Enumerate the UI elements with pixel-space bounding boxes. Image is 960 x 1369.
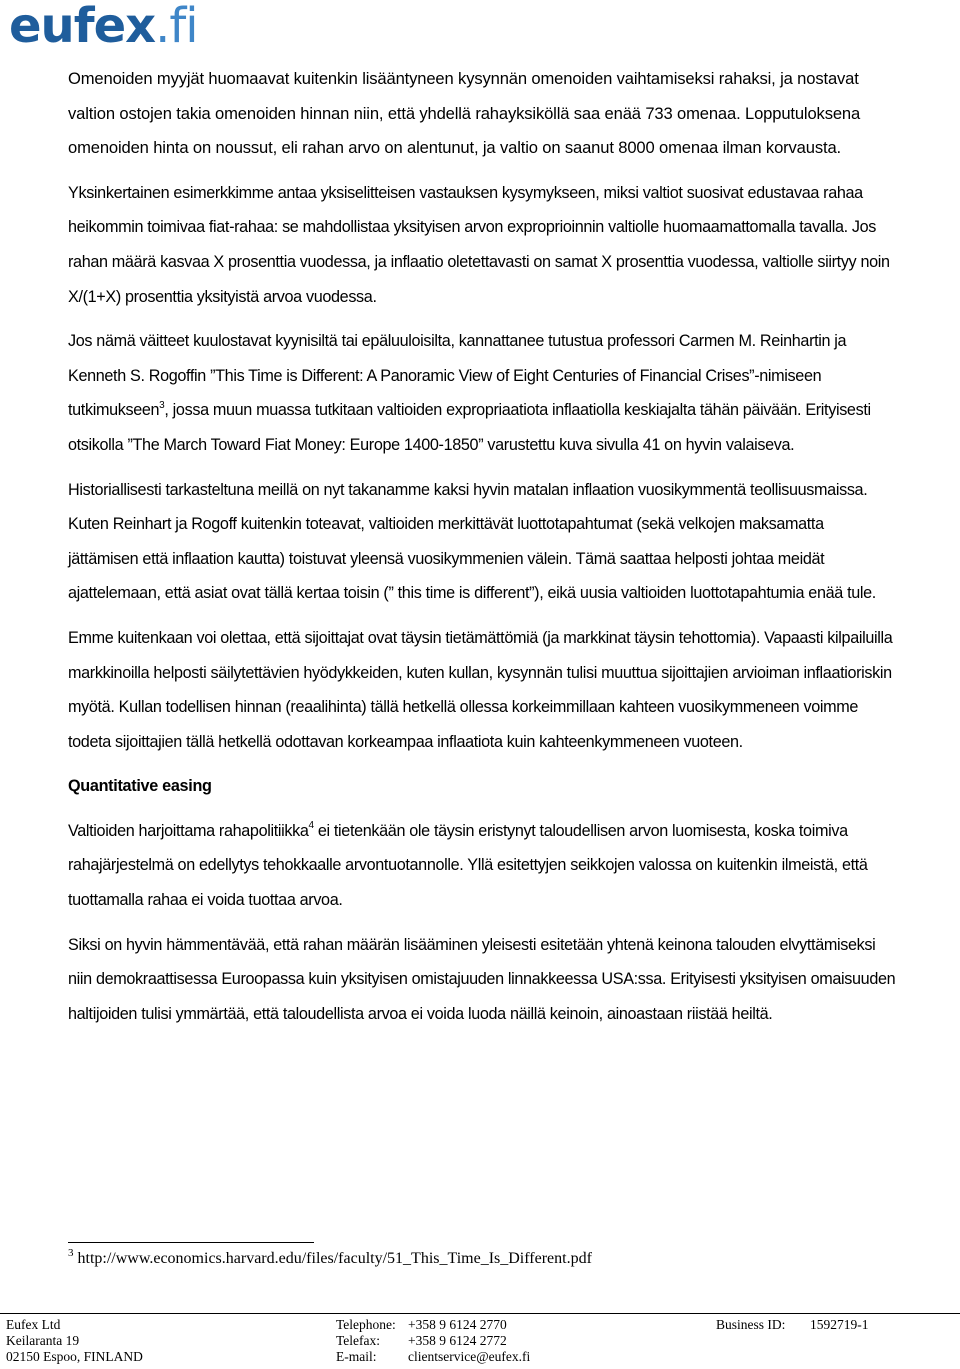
- footer-city: 02150 Espoo, FINLAND: [6, 1349, 143, 1364]
- footer-address: [6, 1317, 143, 1365]
- footnote-link[interactable]: http://www.economics.harvard.edu/files/faculty/51_This_Time_Is_Different.pdf: [77, 1250, 592, 1267]
- footnote-number: 3: [68, 1246, 74, 1259]
- paragraph-6-part-b: ei tietenkään ole täysin eristynyt taloudellisen arvon luomisesta, koska toimiva rahajärjestelmä on edellytys tehokkaalle arvontuotannolle. Yllä esitettyjen seikkojen valossa on kuitenkin ilmeistä, että tuottamalla rahaa ei voida tuottaa arvoa.: [68, 821, 868, 910]
- section-heading: Quantitative easing: [68, 777, 212, 796]
- paragraph-4: Historiallisesti tarkasteltuna meillä on nyt takanamme kaksi hyvin matalan inflaation vuosikymmentä teollisuusmaissa. Kuten Reinhart ja Rogoff kuitenkin toteavat, valtioiden merkittävät luottotapahtumat (sekä velkojen maksamatta jättämisen että inflaation kautta) toistuvat yleensä vuosikymmenien välein. Tämä saattaa helposti johtaa meidät ajattelemaan, että asiat ovat tällä kertaa toisin (” this time is different”), eikä uusia valtioiden luottotapahtumia enää tule.: [68, 480, 876, 603]
- footer-business-id-label: [716, 1317, 785, 1333]
- paragraph-3: [68, 324, 898, 462]
- paragraph-3-part-b: , jossa muun muassa tutkitaan valtioiden expropriaatiota inflaatiolla keskiajalta tähän päivään. Erityisesti otsikolla ”The March Toward Fiat Money: Europe 1400-1850” varustettu kuva sivulla 41 on hyvin valaiseva.: [68, 401, 871, 454]
- footer-divider: [0, 1313, 960, 1314]
- eufex-logo: [9, 0, 198, 52]
- footnote: [68, 1246, 592, 1268]
- paragraph-6: [68, 814, 898, 918]
- footer-telephone-label: Telephone:: [336, 1317, 396, 1332]
- paragraph-3-part-a: Jos nämä väitteet kuulostavat kyynisiltä tai epäluuloisilta, kannattanee tutustua professori Carmen M. Reinhartin ja Kenneth S. Rogoffin ”This Time is Different: A Panoramic View of Eight Centuries of Financial Crises”-nimiseen tutkimukseen: [68, 332, 847, 420]
- footer-business-id-value: [810, 1317, 869, 1333]
- logo-tld: .fi: [155, 0, 198, 54]
- logo-name: eufex: [9, 0, 156, 54]
- business-id-value: 1592719-1: [810, 1317, 869, 1332]
- footer-email-label: E-mail:: [336, 1349, 377, 1364]
- footer-street: Keilaranta 19: [6, 1333, 80, 1348]
- paragraph-7: Siksi on hyvin hämmentävää, että rahan määrän lisääminen yleisesti esitetään yhtenä keinona talouden elvyttämiseksi niin demokraattisessa Euroopassa kuin yksityisen omistajuuden linnakkeessa USA:ssa. Erityisesti yksityisen omaisuuden haltijoiden tulisi ymmärtää, että taloudellista arvoa ei voida luoda näillä keinoin, ainoastaan riistää heiltä.: [68, 935, 896, 1023]
- footer-contact-labels: [336, 1317, 396, 1365]
- paragraph-6-part-a: Valtioiden harjoittama rahapolitiikka: [68, 821, 309, 840]
- footer-telefax-label: Telefax:: [336, 1333, 381, 1348]
- footer-telephone-value: +358 9 6124 2770: [408, 1317, 507, 1332]
- paragraph-2: Yksinkertainen esimerkkimme antaa yksiselitteisen vastauksen kysymykseen, miksi valtiot suosivat edustavaa rahaa heikommin toimivaa fiat-rahaa: se mahdollistaa yksityisen arvon exproprioinnin valtiolle huomaamattomalla tavalla. Jos rahan määrä kasvaa X prosenttia vuodessa, ja inflaatio oletettavasti on samat X prosenttia vuodessa, valtiolle siirtyy noin X/(1+X) prosenttia yksityistä arvoa vuodessa.: [68, 183, 890, 306]
- business-id-label: Business ID:: [716, 1317, 786, 1332]
- paragraph-1: Omenoiden myyjät huomaavat kuitenkin lisääntyneen kysynnän omenoiden vaihtamiseksi rahaksi, ja nostavat valtion ostojen takia omenoiden hinnan niin, että yhdellä rahayksiköllä saa enää 733 omenaa. Lopputuloksena omenoiden hinta on noussut, eli rahan arvo on alentunut, ja valtio on saanut 8000 omenaa ilman korvausta.: [68, 69, 861, 158]
- document-body: [68, 62, 898, 1031]
- footnote-ref-4: 4: [308, 820, 314, 832]
- footer-company: Eufex Ltd: [6, 1317, 61, 1332]
- footnote-divider: [68, 1242, 314, 1243]
- footer-telefax-value: +358 9 6124 2772: [408, 1333, 507, 1348]
- footer-email-value[interactable]: clientservice@eufex.fi: [408, 1349, 531, 1364]
- paragraph-5: Emme kuitenkaan voi olettaa, että sijoittajat ovat täysin tietämättömiä (ja markkinat täysin tehottomia). Vapaasti kilpailuilla markkinoilla helposti säilytettävien hyödykkeiden, kuten kullan, kysynnän tulisi muuttua sijoittajien arvioiman inflaatioriskin myötä. Kullan todellisen hinnan (reaalihinta) tällä hetkellä ollessa korkeimmillaan kahteen vuosikymmeneen voimme todeta sijoittajien tällä hetkellä odottavan korkeampaa inflaatiota kuin kahteenkymmeneen vuoteen.: [68, 628, 893, 751]
- footer-contact-values: [408, 1317, 530, 1365]
- footnote-ref-3: 3: [159, 399, 165, 411]
